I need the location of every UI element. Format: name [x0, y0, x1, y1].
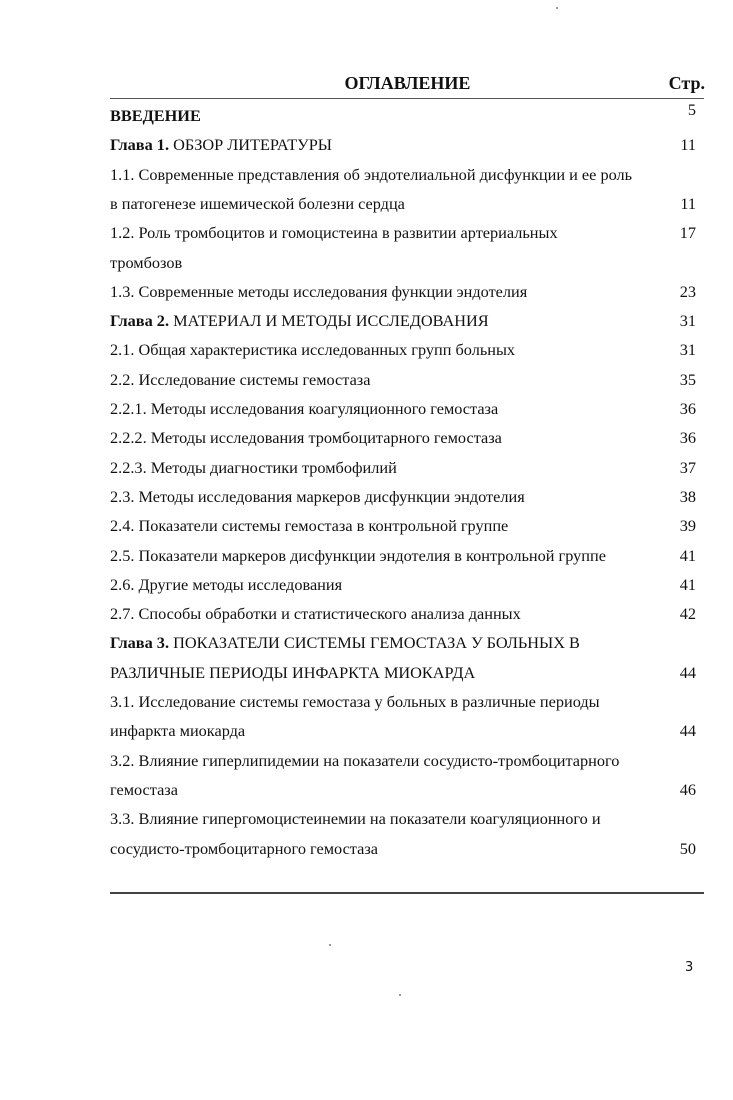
- toc-entry-page: 44: [679, 721, 696, 741]
- toc-entry: [110, 219, 696, 247]
- toc-entry-title: [110, 688, 600, 716]
- toc-entry: [110, 571, 696, 599]
- toc-entry-title: [110, 571, 342, 599]
- toc-entry-bold-prefix: Глава 2.: [110, 311, 170, 331]
- toc-entry-text: гемостаза: [110, 779, 178, 799]
- toc-entry-page: 5: [687, 100, 696, 119]
- toc-entry: [110, 600, 696, 628]
- toc-entry: [110, 161, 696, 189]
- toc-entry-text: 2.2.1. Методы исследования коагуляционного гемостаза: [110, 399, 499, 418]
- toc-entry: [110, 131, 696, 159]
- toc-entry: [110, 249, 696, 277]
- footer-divider: [110, 892, 704, 894]
- toc-entry-page: 38: [679, 486, 696, 506]
- toc-entry-title: [110, 131, 332, 159]
- toc-entry-text: 2.1. Общая характеристика исследованных групп больных: [110, 340, 516, 360]
- toc-entry-text: инфаркта миокарда: [110, 721, 246, 741]
- toc-entry: [110, 190, 696, 218]
- toc-entry: [110, 659, 696, 687]
- toc-entry-page: 36: [679, 399, 696, 418]
- toc-entry-text: 1.2. Роль тромбоцитов и гомоцистеина в развитии артериальных: [110, 223, 558, 243]
- toc-entry-page: 44: [679, 662, 696, 682]
- toc-entry-title: [110, 512, 508, 540]
- toc-entry-page: 46: [679, 779, 696, 799]
- toc-entry-title: [110, 102, 201, 130]
- toc-entry: [110, 805, 696, 833]
- toc-entry-bold-prefix: ВВЕДЕНИЕ: [110, 106, 201, 125]
- toc-entry: [110, 307, 696, 335]
- toc-entry: [110, 747, 696, 775]
- toc-title: ОГЛАВЛЕНИЕ: [344, 73, 471, 93]
- toc-entry: [110, 424, 696, 452]
- toc-entry: [110, 102, 696, 130]
- toc-entry: [110, 717, 696, 745]
- toc-entry-title: [110, 835, 378, 863]
- toc-entry-text: тромбозов: [110, 252, 183, 272]
- toc-entry-title: [110, 629, 580, 657]
- toc-entry-title: [110, 483, 525, 511]
- toc-entry: [110, 366, 696, 394]
- toc-entry-title: [110, 161, 632, 189]
- toc-entry-title: [110, 278, 527, 306]
- toc-entry: [110, 336, 696, 364]
- toc-entry-title: [110, 454, 397, 482]
- toc-entry-page: 42: [679, 604, 696, 624]
- toc-entry-title: [110, 190, 405, 218]
- toc-entry-text: 2.7. Способы обработки и статистического анализа данных: [110, 604, 521, 624]
- toc-entry-title: [110, 600, 521, 628]
- toc-entry: [110, 776, 696, 804]
- toc-entry-page: 36: [679, 428, 696, 448]
- toc-entry-text: сосудисто-тромбоцитарного гемостаза: [110, 838, 379, 858]
- scan-speck: [399, 994, 401, 996]
- scan-speck: [329, 944, 331, 946]
- toc-entry-page: 23: [679, 281, 696, 301]
- toc-entry-title: [110, 395, 498, 423]
- toc-entry: [110, 395, 696, 423]
- toc-entry-text: 2.4. Показатели системы гемостаза в контрольной группе: [110, 516, 509, 536]
- toc-entry: [110, 688, 696, 716]
- toc-entry-title: [110, 805, 601, 833]
- toc-entry-text: МАТЕРИАЛ И МЕТОДЫ ИССЛЕДОВАНИЯ: [169, 311, 489, 331]
- toc-entry: [110, 454, 696, 482]
- toc-entry-page: 31: [679, 340, 696, 360]
- toc-entry-title: [110, 424, 502, 452]
- toc-entry-title: [110, 249, 182, 277]
- toc-entry-bold-prefix: Глава 3.: [110, 633, 170, 653]
- toc-entry-page: 31: [679, 311, 696, 331]
- scan-speck: [556, 7, 558, 9]
- toc-entry-text: 1.1. Современные представления об эндотелиальной дисфункции и ее роль: [110, 164, 633, 184]
- toc-entry-title: [110, 776, 178, 804]
- toc-entry-text: 3.2. Влияние гиперлипидемии на показатели сосудисто-тромбоцитарного: [110, 750, 620, 770]
- toc-entry-title: [110, 717, 245, 745]
- toc-header: [110, 73, 705, 97]
- toc-entry-title: [110, 219, 558, 247]
- toc-entry-text: ПОКАЗАТЕЛИ СИСТЕМЫ ГЕМОСТАЗА У БОЛЬНЫХ В: [169, 633, 580, 653]
- toc-entry-text: 2.6. Другие методы исследования: [110, 574, 343, 594]
- toc-entry-page: 41: [679, 545, 696, 565]
- toc-entry-page: 17: [679, 223, 696, 243]
- toc-entry-page: 11: [680, 135, 696, 155]
- toc-entry-text: РАЗЛИЧНЫЕ ПЕРИОДЫ ИНФАРКТА МИОКАРДА: [110, 662, 476, 682]
- toc-entry-page: 41: [679, 574, 696, 594]
- toc-entry: [110, 278, 696, 306]
- toc-entry: [110, 542, 696, 570]
- toc-entry-title: [110, 747, 619, 775]
- page-column-label: Стр.: [668, 73, 705, 93]
- toc-entry-page: 39: [679, 516, 696, 536]
- toc-entry-text: в патогенезе ишемической болезни сердца: [110, 193, 405, 213]
- toc-entry-title: [110, 336, 515, 364]
- toc-entry-title: [110, 366, 370, 394]
- toc-entry-text: 2.3. Методы исследования маркеров дисфункции эндотелия: [110, 486, 525, 506]
- toc-entry: [110, 629, 696, 657]
- header-divider: [110, 98, 704, 99]
- toc-entry-page: 35: [679, 369, 696, 389]
- toc-entry: [110, 835, 696, 863]
- toc-entry-text: 3.1. Исследование системы гемостаза у больных в различные периоды: [110, 692, 600, 711]
- toc-entry-text: 1.3. Современные методы исследования функции эндотелия: [110, 281, 528, 301]
- toc-entry: [110, 512, 696, 540]
- toc-entry-text: 2.2.2. Методы исследования тромбоцитарного гемостаза: [110, 428, 502, 448]
- toc-entry-page: 50: [679, 838, 696, 858]
- toc-entry-text: 2.5. Показатели маркеров дисфункции эндотелия в контрольной группе: [110, 545, 606, 565]
- toc-entry-page: 11: [680, 193, 696, 213]
- toc-entry-text: 3.3. Влияние гипергомоцистеинемии на показатели коагуляционного и: [110, 809, 601, 829]
- toc-entry-title: [110, 659, 475, 687]
- toc-entry-text: ОБЗОР ЛИТЕРАТУРЫ: [169, 135, 332, 155]
- toc-entry-title: [110, 307, 489, 335]
- page-number: 3: [685, 960, 694, 975]
- toc-entry-text: 2.2. Исследование системы гемостаза: [110, 369, 371, 389]
- toc-entry-page: 37: [679, 457, 696, 477]
- toc-entry-bold-prefix: Глава 1.: [110, 135, 170, 155]
- toc-entry: [110, 483, 696, 511]
- toc-entry-text: 2.2.3. Методы диагностики тромбофилий: [110, 457, 397, 477]
- toc-entry-title: [110, 542, 606, 570]
